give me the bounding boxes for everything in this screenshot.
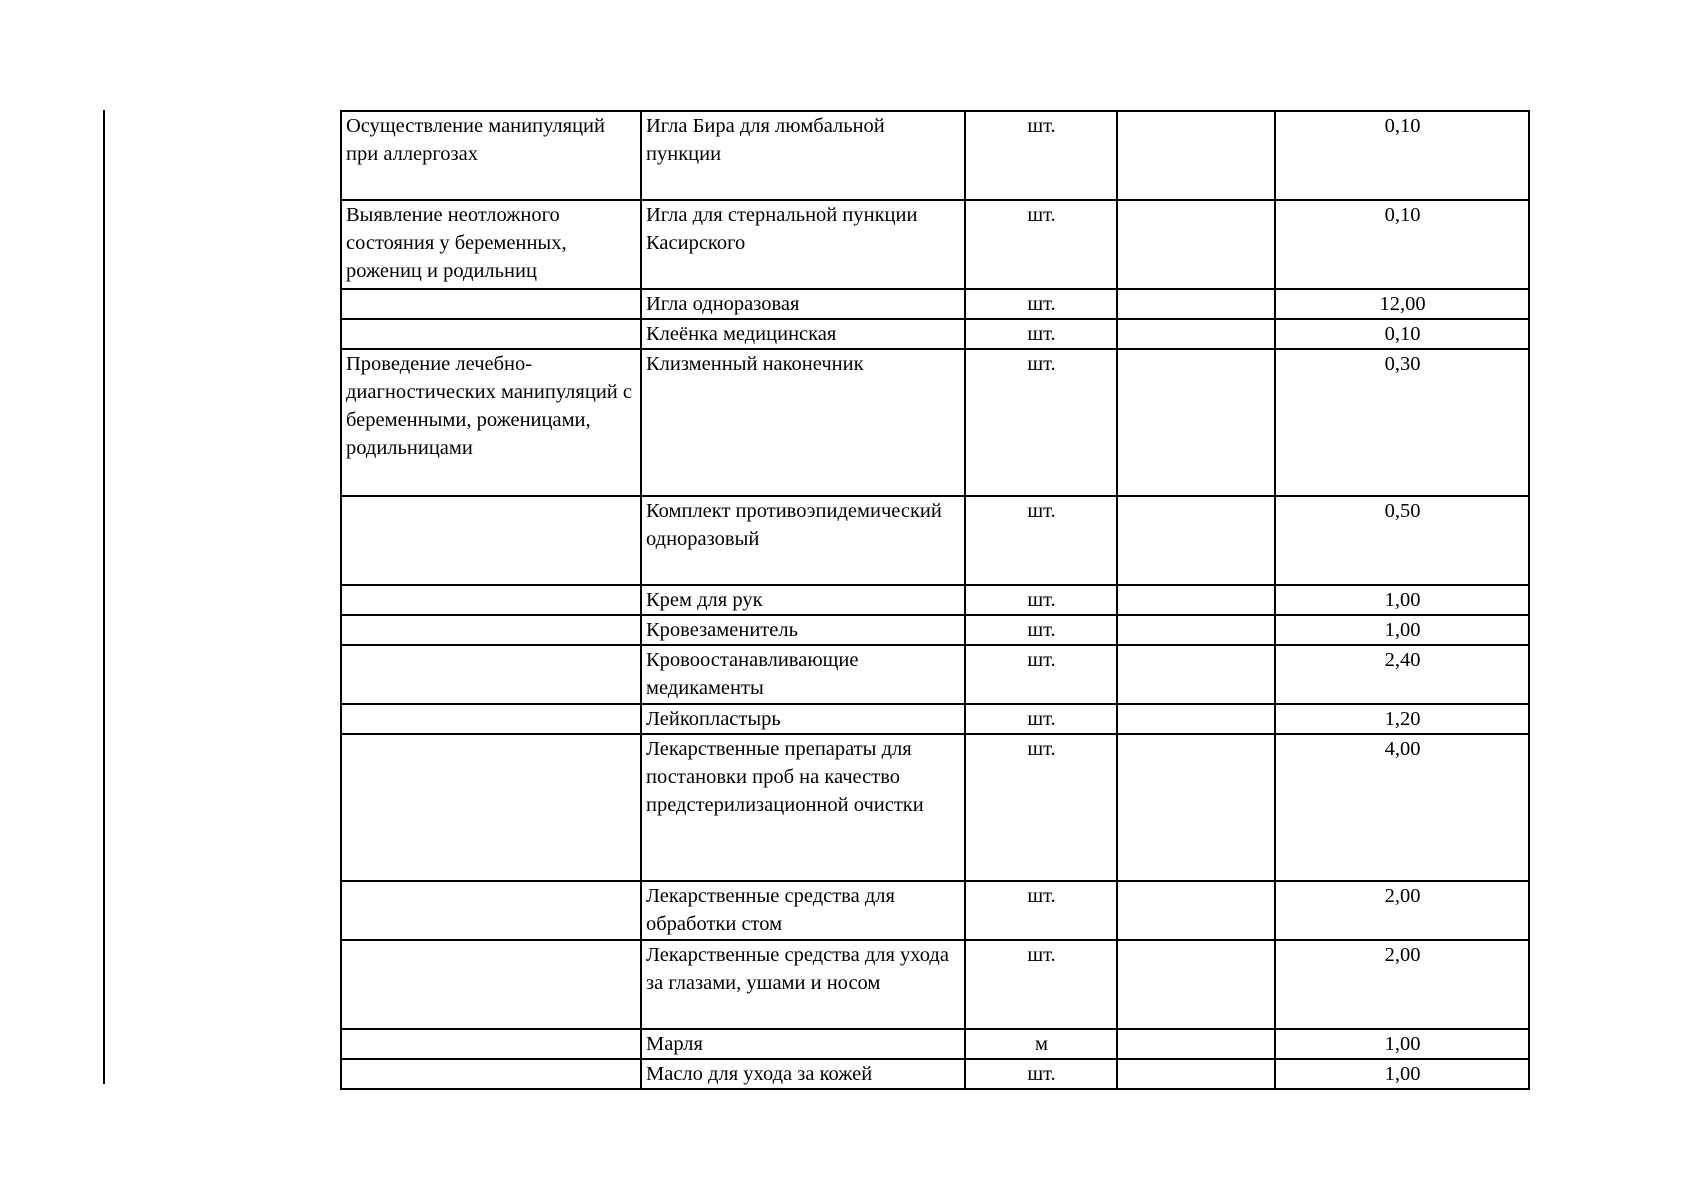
left-margin-rule [103, 110, 105, 1084]
table-row [341, 349, 1529, 496]
quantity-cell: 0,10 [1275, 111, 1529, 200]
item-cell: Лекарственные средства для обработки стом [641, 881, 965, 940]
activity-cell [341, 881, 641, 940]
item-cell: Масло для ухода за кожей [641, 1059, 965, 1089]
table-row [341, 496, 1529, 585]
empty-cell [1117, 349, 1275, 496]
item-cell: Игла для стернальной пункции Касирского [641, 200, 965, 289]
table-row [341, 289, 1529, 319]
quantity-cell: 2,40 [1275, 645, 1529, 704]
item-cell: Лекарственные средства для ухода за глазами, ушами и носом [641, 940, 965, 1029]
item-cell: Игла одноразовая [641, 289, 965, 319]
empty-cell [1117, 1029, 1275, 1059]
empty-cell [1117, 111, 1275, 200]
activity-cell [341, 734, 641, 881]
quantity-cell: 0,50 [1275, 496, 1529, 585]
activity-cell [341, 319, 641, 349]
empty-cell [1117, 940, 1275, 1029]
quantity-cell: 2,00 [1275, 881, 1529, 940]
empty-cell [1117, 1059, 1275, 1089]
empty-cell [1117, 645, 1275, 704]
table-row [341, 881, 1529, 940]
item-cell: Кровоостанавливающие медикаменты [641, 645, 965, 704]
quantity-cell: 1,00 [1275, 615, 1529, 645]
quantity-cell: 1,00 [1275, 1059, 1529, 1089]
table-row [341, 704, 1529, 734]
activity-cell [341, 1059, 641, 1089]
item-cell: Крем для рук [641, 585, 965, 615]
item-cell: Комплект противоэпидемический одноразовый [641, 496, 965, 585]
table-row [341, 111, 1529, 200]
item-cell: Лекарственные препараты для постановки проб на качество предстерилизационной очистки [641, 734, 965, 881]
table-row [341, 1059, 1529, 1089]
unit-cell: шт. [965, 881, 1117, 940]
empty-cell [1117, 585, 1275, 615]
table-row [341, 645, 1529, 704]
item-cell: Лейкопластырь [641, 704, 965, 734]
quantity-cell: 2,00 [1275, 940, 1529, 1029]
activity-cell [341, 615, 641, 645]
supplies-table [340, 110, 1530, 1090]
unit-cell: шт. [965, 704, 1117, 734]
activity-cell [341, 496, 641, 585]
unit-cell: шт. [965, 319, 1117, 349]
quantity-cell: 0,10 [1275, 319, 1529, 349]
table-row [341, 615, 1529, 645]
activity-cell: Выявление неотложного состояния у беременных, рожениц и родильниц [341, 200, 641, 289]
unit-cell: шт. [965, 496, 1117, 585]
item-cell: Клизменный наконечник [641, 349, 965, 496]
item-cell: Марля [641, 1029, 965, 1059]
table-row [341, 940, 1529, 1029]
unit-cell: шт. [965, 289, 1117, 319]
quantity-cell: 4,00 [1275, 734, 1529, 881]
empty-cell [1117, 289, 1275, 319]
empty-cell [1117, 319, 1275, 349]
empty-cell [1117, 704, 1275, 734]
unit-cell: шт. [965, 734, 1117, 881]
item-cell: Игла Бира для люмбальной пункции [641, 111, 965, 200]
activity-cell: Проведение лечебно-диагностических манипуляций с беременными, роженицами, родильницами [341, 349, 641, 496]
item-cell: Клеёнка медицинская [641, 319, 965, 349]
table-row [341, 200, 1529, 289]
table-row [341, 319, 1529, 349]
unit-cell: шт. [965, 585, 1117, 615]
unit-cell: шт. [965, 645, 1117, 704]
quantity-cell: 1,00 [1275, 1029, 1529, 1059]
quantity-cell: 1,20 [1275, 704, 1529, 734]
empty-cell [1117, 734, 1275, 881]
empty-cell [1117, 200, 1275, 289]
empty-cell [1117, 496, 1275, 585]
unit-cell: шт. [965, 111, 1117, 200]
table-row [341, 585, 1529, 615]
unit-cell: шт. [965, 1059, 1117, 1089]
quantity-cell: 1,00 [1275, 585, 1529, 615]
quantity-cell: 12,00 [1275, 289, 1529, 319]
activity-cell [341, 940, 641, 1029]
table-row [341, 1029, 1529, 1059]
unit-cell: шт. [965, 349, 1117, 496]
unit-cell: шт. [965, 940, 1117, 1029]
quantity-cell: 0,10 [1275, 200, 1529, 289]
activity-cell [341, 704, 641, 734]
table-row [341, 734, 1529, 881]
activity-cell [341, 1029, 641, 1059]
unit-cell: шт. [965, 200, 1117, 289]
quantity-cell: 0,30 [1275, 349, 1529, 496]
unit-cell: м [965, 1029, 1117, 1059]
activity-cell [341, 645, 641, 704]
unit-cell: шт. [965, 615, 1117, 645]
activity-cell [341, 289, 641, 319]
item-cell: Кровезаменитель [641, 615, 965, 645]
empty-cell [1117, 881, 1275, 940]
activity-cell: Осуществление манипуляций при аллергозах [341, 111, 641, 200]
empty-cell [1117, 615, 1275, 645]
activity-cell [341, 585, 641, 615]
